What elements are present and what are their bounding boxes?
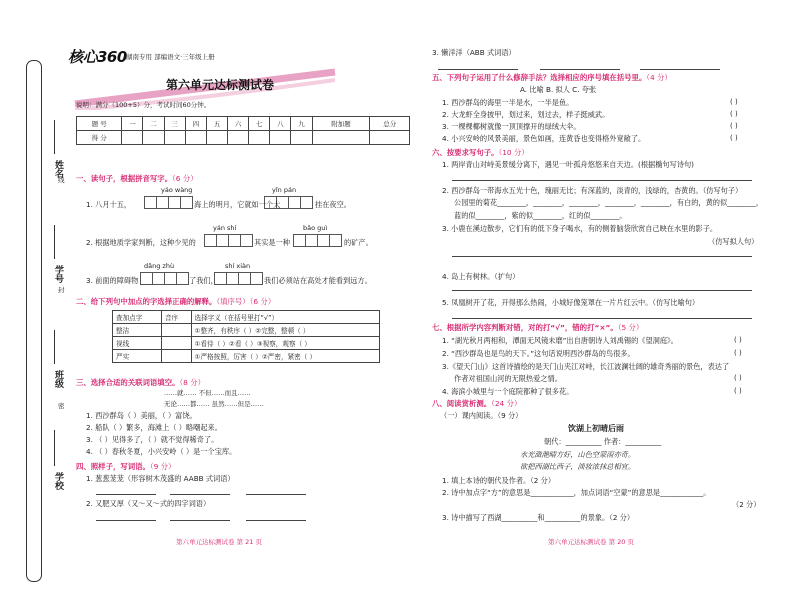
char-box[interactable] bbox=[176, 272, 189, 285]
char-box[interactable] bbox=[329, 234, 342, 247]
pinyin-6: shí xiàn bbox=[225, 262, 251, 270]
answer-line[interactable] bbox=[640, 69, 720, 70]
q6-1: 1. 两岸青山对峙美景缓分离下，遇见一叶孤舟悠悠来自天边。(根据椭句写诗句) bbox=[442, 160, 694, 169]
brand-info: 湖南专用 部编语文·三年级上册 bbox=[126, 53, 215, 61]
answer-line[interactable] bbox=[170, 520, 230, 521]
answer-line[interactable] bbox=[452, 318, 752, 319]
answer-line[interactable] bbox=[438, 69, 518, 70]
name-blank[interactable] bbox=[54, 120, 55, 154]
score-cell[interactable] bbox=[370, 131, 410, 145]
score-header: 题 号 bbox=[77, 117, 122, 131]
score-header: 三 bbox=[164, 117, 185, 131]
char-meaning-table bbox=[112, 310, 380, 363]
word-cell: 整洁 bbox=[113, 324, 162, 337]
score-cell[interactable] bbox=[122, 131, 143, 145]
q5-1: 1. 西沙群岛的海里一半是水，一半是鱼。 bbox=[442, 98, 574, 107]
section-2-title-text: 二、给下列句中加点的字选择正确的解释。 bbox=[76, 297, 217, 306]
school-label: 学校 bbox=[53, 472, 63, 490]
score-row-label: 得 分 bbox=[77, 131, 122, 145]
section-5-title-text: 五、下列句子运用了什么修辞手法？选择相应的序号填在括号里。 bbox=[432, 73, 647, 82]
char-box[interactable] bbox=[240, 234, 253, 247]
q7-2: 2. “西沙群岛也是鸟的天下。”这句话说明西沙群岛的鸟很多。 bbox=[442, 349, 635, 358]
char-meaning-row bbox=[113, 337, 380, 350]
score-cell[interactable] bbox=[164, 131, 185, 145]
answer-paren[interactable]: ( ) bbox=[734, 387, 742, 395]
section-2-note: （填序号） bbox=[216, 297, 250, 306]
score-cell[interactable] bbox=[312, 131, 370, 145]
answer-paren[interactable]: ( ) bbox=[734, 349, 742, 357]
answer-paren[interactable]: ( ) bbox=[730, 122, 738, 130]
section-3-title bbox=[76, 377, 205, 388]
char-meaning-row bbox=[113, 350, 380, 363]
section-7-title-text: 七、根据所学内容判断对错，对的打“√”，错的打“×”。 bbox=[432, 323, 618, 332]
section-8-title bbox=[432, 398, 521, 409]
q3-2[interactable]: 2. 船队（ ）繁多，海滩上（ ）略嘲起来。 bbox=[86, 423, 222, 432]
answer-paren[interactable]: ( ) bbox=[730, 98, 738, 106]
binding-margin bbox=[26, 60, 42, 582]
pinyin-3: yán shí bbox=[213, 224, 237, 232]
section-6-title bbox=[432, 147, 529, 158]
answer-line[interactable] bbox=[246, 520, 306, 521]
q8-2[interactable]: 2. 诗中加点字“方”的意思是____________，加点词语“空蒙”的意思是____________。 bbox=[442, 488, 711, 497]
col-header-pinyin-order: 音序 bbox=[161, 311, 191, 324]
id-blank[interactable] bbox=[54, 225, 55, 259]
q1-1-b: 海上的明月，它就如一个大 bbox=[194, 200, 281, 209]
q7-3-cont: 作者对祖国山河的无限热爱之情。 bbox=[454, 374, 562, 383]
class-label: 班级 bbox=[53, 370, 63, 388]
score-table-row-headers bbox=[77, 117, 410, 131]
class-blank[interactable] bbox=[54, 330, 55, 364]
score-cell[interactable] bbox=[270, 131, 291, 145]
q4-3: 3. 懒洋洋（ABB 式词语） bbox=[432, 48, 516, 57]
score-cell[interactable] bbox=[206, 131, 227, 145]
section-1-title bbox=[76, 173, 198, 184]
q6-3-note: （仿写拟人句） bbox=[708, 237, 759, 246]
bind-mark-feng: 封 bbox=[58, 286, 65, 294]
conjunctions-1: ……就…… 不但……而且…… bbox=[164, 389, 251, 397]
answer-line[interactable] bbox=[452, 180, 752, 181]
answer-line[interactable] bbox=[96, 494, 156, 495]
col-header-meaning: 选择字义（在括号里打“√”） bbox=[191, 311, 379, 324]
section-8-score: （24 分） bbox=[491, 399, 522, 408]
rhetoric-options: A. 比喻 B. 拟人 C. 夸张 bbox=[520, 85, 597, 94]
student-id-label: 学号 bbox=[53, 265, 63, 283]
word-cell: 严实 bbox=[113, 350, 162, 363]
q7-4: 4. 海滨小城里与一个庭院都种了很多花。 bbox=[442, 387, 574, 396]
q1-1-c: 挂在夜空。 bbox=[315, 200, 351, 209]
section-3-score: （8 分） bbox=[179, 378, 206, 387]
score-header: 二 bbox=[143, 117, 164, 131]
q8-1: 1. 填上本诗的朝代及作者。（2 分） bbox=[442, 476, 556, 485]
char-box[interactable] bbox=[250, 272, 263, 285]
q8-2-score: （2 分） bbox=[732, 500, 761, 509]
q1-3-c: 我们必须站在高处才能看到远方。 bbox=[264, 276, 372, 285]
answer-line[interactable] bbox=[452, 290, 752, 291]
score-header: 九 bbox=[291, 117, 312, 131]
q1-2-a: 2. 根据地质学家判断，这种少见的 bbox=[86, 238, 196, 247]
word-cell: 视线 bbox=[113, 337, 162, 350]
score-header: 一 bbox=[122, 117, 143, 131]
subsection-reading: （一）课内阅读。（9 分） bbox=[440, 411, 523, 420]
score-header: 总分 bbox=[370, 117, 410, 131]
pinyin-4: bǎo guì bbox=[303, 224, 328, 232]
q6-2-c[interactable]: 蓝的似________，紫的似________，红的似________。 bbox=[454, 211, 627, 220]
section-8-title-text: 八、阅读赏析测。 bbox=[432, 399, 492, 408]
answer-paren[interactable]: ( ) bbox=[730, 134, 738, 142]
answer-cell[interactable] bbox=[161, 337, 191, 350]
logo: 核心360 bbox=[68, 48, 127, 66]
section-3-title-text: 三、选择合适的关联词语填空。 bbox=[76, 378, 180, 387]
section-6-title-text: 六、按要求写句子。 bbox=[432, 148, 499, 157]
q4-2: 2. 又肥又厚（又～又～式的四字词语） bbox=[86, 499, 211, 508]
q8-3[interactable]: 3. 诗中描写了西湖__________和__________的景象。（2 分） bbox=[442, 513, 635, 522]
col-header-char: 查加点字 bbox=[113, 311, 162, 324]
char-meaning-row bbox=[113, 324, 380, 337]
poem-title: 饮湖上初晴后雨 bbox=[568, 424, 624, 433]
answer-cell[interactable] bbox=[161, 350, 191, 363]
pinyin-2: yǐn pán bbox=[272, 186, 297, 194]
char-box[interactable] bbox=[180, 196, 193, 209]
answer-line[interactable] bbox=[540, 69, 620, 70]
answer-paren[interactable]: ( ) bbox=[734, 374, 742, 382]
options-cell[interactable]: ①整齐，有秩序（ ）②完整，整顿（ ） bbox=[191, 324, 379, 337]
q7-3: 3.《望天门山》这首诗描绘的是天门山夹江对峙，长江波澜壮阔的雄奇秀丽的景色，表达了 bbox=[442, 362, 730, 371]
q5-3: 3. 一棵棵椰树就像一顶顶撑开的绿绒大伞。 bbox=[442, 122, 581, 131]
score-table bbox=[76, 116, 410, 145]
pinyin-1: yáo wàng bbox=[161, 186, 193, 194]
q1-2-c: 的矿产。 bbox=[344, 238, 373, 247]
char-box[interactable] bbox=[300, 196, 313, 209]
q4-1: 1. 葱葱茏茏（形容树木茂盛的 AABB 式词语） bbox=[86, 474, 235, 483]
answer-line[interactable] bbox=[170, 494, 230, 495]
q1-3-a: 3. 前面的障碍物 bbox=[86, 276, 139, 285]
instructions: 说明：满分（100+5）分，考试时间60分钟。 bbox=[76, 101, 211, 109]
section-5-score: （4 分） bbox=[646, 73, 672, 82]
section-7-title bbox=[432, 322, 643, 333]
q6-3: 3. 小鹿在溪边散步，它们有的低下身子喝水，有的侧着脑袋欣赏自己映在水里的影子。 bbox=[442, 224, 718, 233]
answer-line[interactable] bbox=[452, 256, 752, 257]
q7-1: 1. “湖光秋月两相和，潭面无风镜未磨”出自唐朝诗人刘禹锡的《望洞庭》。 bbox=[442, 336, 678, 345]
poem-dynasty-author[interactable]: 朝代：__________ 作者：__________ bbox=[544, 437, 662, 446]
right-page-footer: 第六单元达标测试卷 第 20 页 bbox=[548, 538, 634, 546]
bind-mark-xian: 线 bbox=[58, 176, 65, 184]
score-cell[interactable] bbox=[143, 131, 164, 145]
poem-line-2: 欲把西湖比西子，淡妆浓抹总相宜。 bbox=[520, 462, 636, 471]
pinyin-5: dǎng zhù bbox=[144, 262, 175, 270]
page-title: 第六单元达标测试卷 bbox=[166, 78, 275, 92]
q1-1-a: 1. 八月十五， bbox=[86, 200, 132, 209]
score-cell[interactable] bbox=[291, 131, 312, 145]
q1-2-b: 其实是一种 bbox=[254, 238, 290, 247]
score-header: 七 bbox=[249, 117, 270, 131]
section-1-score: （6 分） bbox=[172, 174, 198, 183]
section-2-score: （6 分） bbox=[249, 297, 276, 306]
q6-2-b[interactable]: 公园里的菊花________，________，________，________，________，有白的，黄的似________， bbox=[454, 198, 764, 207]
score-header: 八 bbox=[270, 117, 291, 131]
score-cell[interactable] bbox=[228, 131, 249, 145]
score-cell[interactable] bbox=[249, 131, 270, 145]
score-header: 附加题 bbox=[312, 117, 370, 131]
q6-4: 4. 岛上有树林。（扩句） bbox=[442, 272, 520, 281]
conjunctions-2: 无论……都…… 虽然……但是…… bbox=[164, 400, 264, 408]
score-table-row-scores bbox=[77, 131, 410, 145]
score-header: 五 bbox=[206, 117, 227, 131]
answer-cell[interactable] bbox=[161, 324, 191, 337]
section-5-title bbox=[432, 72, 672, 83]
options-cell[interactable]: ①看待（ ）②看（ ）③视察，观察（ ） bbox=[191, 337, 379, 350]
section-7-score: （5 分） bbox=[617, 323, 644, 332]
name-label: 姓名 bbox=[53, 160, 63, 178]
q6-5: 5. 凤凰树开了花，开得那么热闹，小城好像笼罩在一片片红云中。（仿写比喻句） bbox=[442, 298, 700, 307]
section-6-score: （10 分） bbox=[498, 148, 529, 157]
bind-mark-mi: 密 bbox=[58, 402, 65, 410]
answer-line[interactable] bbox=[96, 520, 156, 521]
poem-line-1: 水光潋滟晴方好，山色空蒙雨亦奇。 bbox=[520, 450, 636, 459]
answer-line[interactable] bbox=[246, 494, 306, 495]
section-4-title bbox=[76, 461, 175, 472]
options-cell[interactable]: ①严格按照，厉害（ ）②严密，紧密（ ） bbox=[191, 350, 379, 363]
score-header: 四 bbox=[185, 117, 206, 131]
answer-paren[interactable]: ( ) bbox=[730, 110, 738, 118]
section-4-score: （9 分） bbox=[149, 462, 176, 471]
char-meaning-header-row bbox=[113, 311, 380, 324]
section-1-title-text: 一、读句子，根据拼音写字。 bbox=[76, 174, 173, 183]
score-header: 六 bbox=[228, 117, 249, 131]
school-blank[interactable] bbox=[54, 430, 55, 466]
q3-3[interactable]: 3. （ ）见得多了，（ ）就不觉得稀奇了。 bbox=[86, 435, 219, 444]
answer-paren[interactable]: ( ) bbox=[734, 336, 742, 344]
q1-3-b: 了我们， bbox=[189, 276, 218, 285]
q5-4: 4. 小兴安岭的风景美丽，景色如画，连黄昏也变得格外宽敞了。 bbox=[442, 134, 646, 143]
q3-4[interactable]: 4. （ ）春秋冬夏，小兴安岭（ ）是一个宝库。 bbox=[86, 447, 237, 456]
q3-1[interactable]: 1. 西沙群岛（ ）美丽，（ ）富饶。 bbox=[86, 411, 197, 420]
q5-2: 2. 大龙虾全身披甲，划过来，划过去，样子挺威武。 bbox=[442, 110, 610, 119]
section-2-title bbox=[76, 296, 275, 307]
left-page-footer: 第六单元达标测试卷 第 21 页 bbox=[176, 538, 262, 546]
q6-2: 2. 西沙群岛一带海水五光十色，瑰丽无比；有深蓝的，淡青的，浅绿的，杏黄的。（仿写句子） bbox=[442, 186, 743, 195]
score-cell[interactable] bbox=[185, 131, 206, 145]
section-4-title-text: 四、照样子，写词语。 bbox=[76, 462, 150, 471]
